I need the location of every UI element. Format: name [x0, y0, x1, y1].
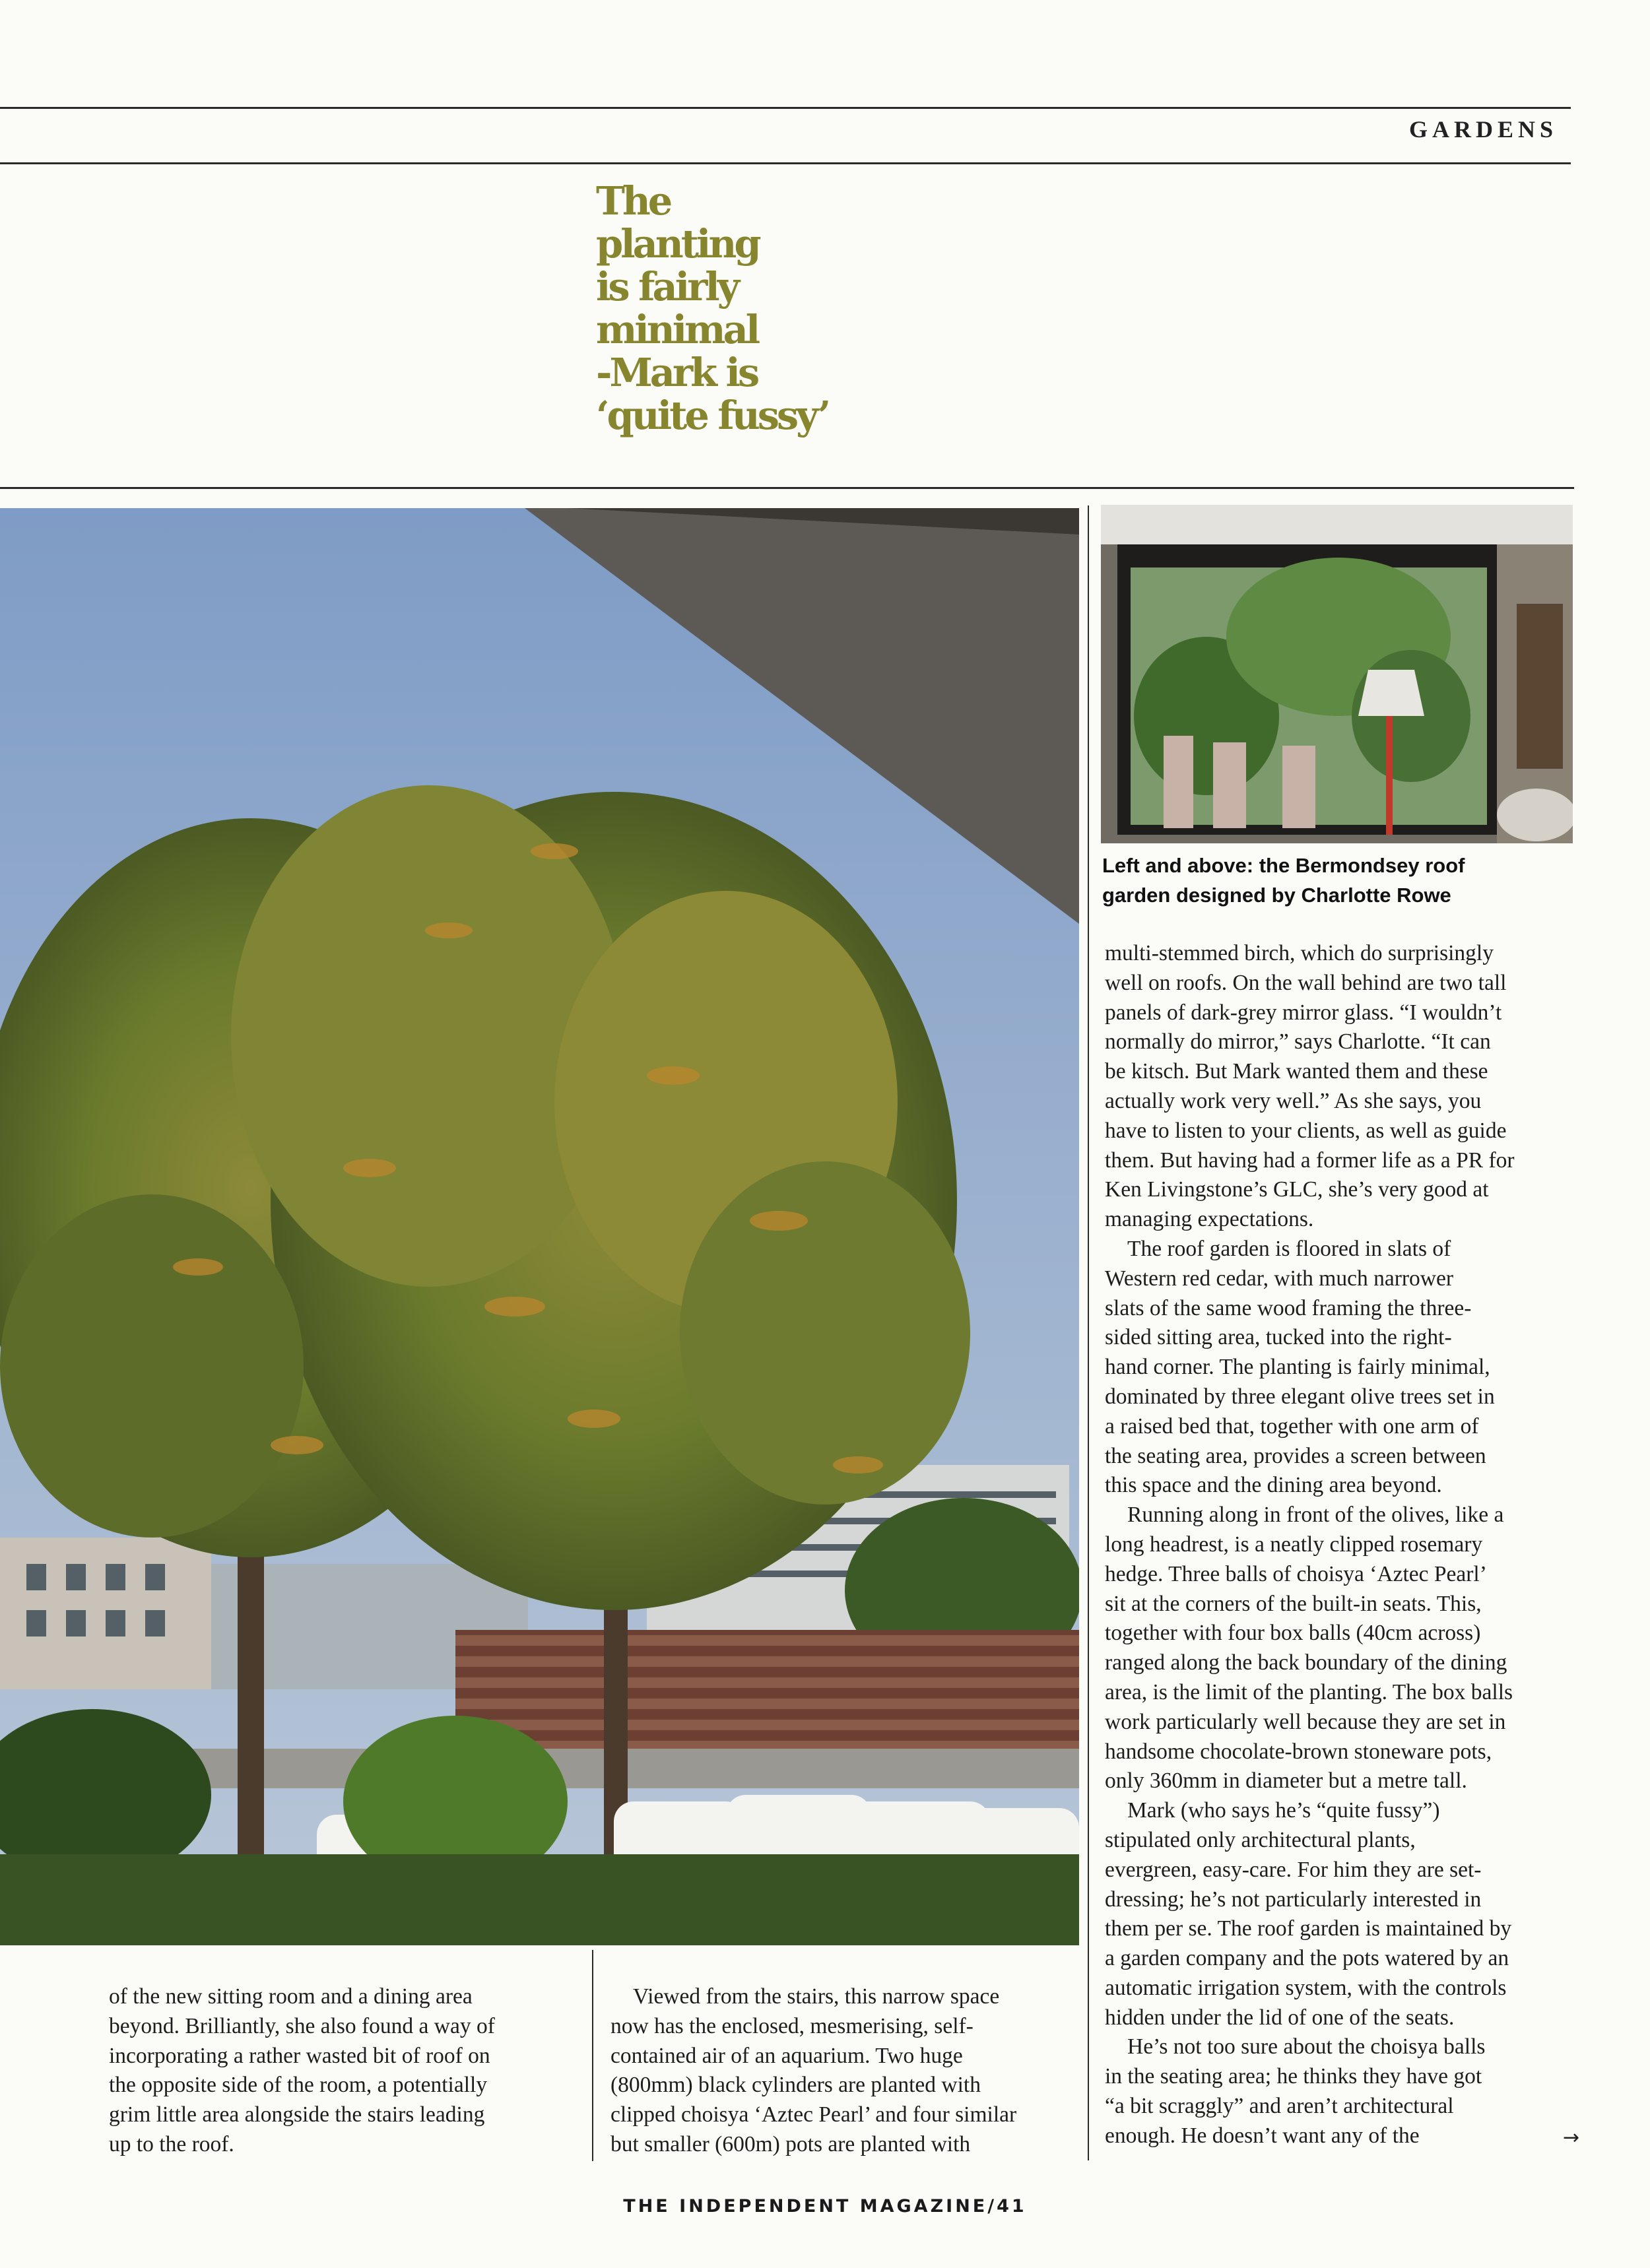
- text-line: now has the enclosed, mesmerising, self-: [610, 2013, 974, 2038]
- text-line: only 360mm in diameter but a metre tall.: [1105, 1768, 1467, 1794]
- text-line: sided sitting area, tucked into the right-: [1105, 1325, 1452, 1350]
- text-line: up to the roof.: [109, 2131, 234, 2156]
- pull-quote-line: ‘quite fussy’: [596, 393, 829, 438]
- lamp-stand: [1386, 716, 1393, 835]
- text-line: contained air of an aquarium. Two huge: [610, 2043, 963, 2068]
- inset-photo: [1101, 505, 1573, 843]
- text-line: in the seating area; he thinks they have got: [1105, 2064, 1482, 2089]
- text-line: a raised bed that, together with one arm of: [1105, 1413, 1479, 1439]
- text-line: Viewed from the stairs, this narrow space: [633, 1984, 1000, 2009]
- pull-quote-line: -Mark is: [596, 350, 758, 395]
- ceiling: [1101, 505, 1573, 544]
- text-line: Mark (who says he’s “quite fussy”): [1127, 1798, 1440, 1823]
- text-line: actually work very well.” As she says, you: [1105, 1088, 1482, 1113]
- text-line: normally do mirror,” says Charlotte. “It can: [1105, 1029, 1491, 1054]
- text-line: this space and the dining area beyond.: [1105, 1473, 1442, 1498]
- olive-trees-photo: [0, 508, 1079, 1945]
- column-divider-right: [1088, 505, 1089, 2160]
- pull-quote-line: is fairly: [596, 264, 737, 309]
- right-column-text: [1105, 939, 1587, 2151]
- text-line: slats of the same wood framing the three-: [1105, 1295, 1472, 1320]
- door: [1517, 604, 1563, 769]
- text-line: them per se. The roof garden is maintained by: [1105, 1916, 1512, 1941]
- pull-quote-line: The: [596, 178, 671, 224]
- main-photo: [0, 508, 1079, 1945]
- text-line: stipulated only architectural plants,: [1105, 1827, 1416, 1852]
- text-line: them. But having had a former life as a PR for: [1105, 1148, 1515, 1173]
- text-line: evergreen, easy-care. For him they are set-: [1105, 1857, 1482, 1882]
- caption-line: garden designed by Charlotte Rowe: [1102, 884, 1451, 907]
- column-divider-bottom: [592, 1950, 593, 2161]
- section-label: GARDENS: [1408, 116, 1558, 143]
- text-line: clipped choisya ‘Aztec Pearl’ and four similar: [610, 2102, 1017, 2127]
- text-line: enough. He doesn’t want any of the: [1105, 2123, 1420, 2148]
- bottom-middle-column-text: [610, 1982, 1086, 2160]
- text-line: a garden company and the pots watered by an: [1105, 1946, 1509, 1971]
- text-line: but smaller (600m) pots are planted with: [610, 2131, 971, 2156]
- text-line: grim little area alongside the stairs leading: [109, 2102, 485, 2127]
- text-line: The roof garden is floored in slats of: [1127, 1236, 1451, 1261]
- text-line: (800mm) black cylinders are planted with: [610, 2073, 981, 2098]
- pullquote-rule: [0, 487, 1574, 489]
- photo-caption: [1102, 851, 1574, 910]
- text-line: “a bit scraggly” and aren’t architectural: [1105, 2094, 1454, 2119]
- text-line: work particularly well because they are set in: [1105, 1709, 1506, 1734]
- text-line: hidden under the lid of one of the seats.: [1105, 2005, 1455, 2030]
- continue-arrow: →: [1563, 2126, 1580, 2149]
- text-line: He’s not too sure about the choisya balls: [1127, 2034, 1486, 2059]
- lamp-shade: [1358, 670, 1424, 716]
- text-line: Running along in front of the olives, like a: [1127, 1503, 1504, 1528]
- text-line: dominated by three elegant olive trees set in: [1105, 1384, 1495, 1409]
- cedar-fence: [455, 1630, 1079, 1768]
- pull-quote-line: planting: [596, 221, 759, 267]
- text-line: panels of dark-grey mirror glass. “I wouldn’t: [1105, 1000, 1502, 1025]
- text-line: the seating area, provides a screen between: [1105, 1443, 1486, 1468]
- text-line: have to listen to your clients, as well as guide: [1105, 1118, 1507, 1143]
- pull-quote-line: minimal: [596, 307, 758, 352]
- sitting-room-photo: [1101, 505, 1573, 843]
- text-line: automatic irrigation system, with the controls: [1105, 1975, 1507, 2000]
- text-line: beyond. Brilliantly, she also found a way of: [109, 2013, 495, 2038]
- olive-canopy: [0, 785, 970, 1610]
- rosemary-hedge: [0, 1854, 1079, 1945]
- header-rule-top: [0, 107, 1571, 109]
- text-line: sit at the corners of the built-in seats. This,: [1105, 1591, 1482, 1616]
- text-line: handsome chocolate-brown stoneware pots,: [1105, 1739, 1492, 1764]
- text-line: incorporating a rather wasted bit of roof on: [109, 2043, 490, 2068]
- text-line: well on roofs. On the wall behind are two tall: [1105, 970, 1507, 995]
- caption-line: Left and above: the Bermondsey roof: [1102, 854, 1465, 877]
- sofa: [1497, 789, 1573, 841]
- text-line: multi-stemmed birch, which do surprisingly: [1105, 941, 1494, 965]
- pull-quote: [596, 179, 873, 437]
- page-folio: THE INDEPENDENT MAGAZINE/41: [623, 2196, 1027, 2217]
- header-rule-bottom: [0, 162, 1571, 164]
- bottom-left-column-text: [109, 1982, 578, 2160]
- text-line: Western red cedar, with much narrower: [1105, 1266, 1454, 1291]
- text-line: dressing; he’s not particularly interested in: [1105, 1887, 1482, 1912]
- text-line: area, is the limit of the planting. The box balls: [1105, 1679, 1513, 1704]
- glass-vases: [1164, 736, 1315, 828]
- text-line: of the new sitting room and a dining area: [109, 1984, 473, 2009]
- text-line: hedge. Three balls of choisya ‘Aztec Pearl’: [1105, 1561, 1487, 1586]
- text-line: be kitsch. But Mark wanted them and these: [1105, 1059, 1488, 1084]
- text-line: the opposite side of the room, a potentially: [109, 2073, 488, 2098]
- text-line: Ken Livingstone’s GLC, she’s very good at: [1105, 1177, 1489, 1202]
- text-line: together with four box balls (40cm across): [1105, 1621, 1481, 1646]
- text-line: long headrest, is a neatly clipped rosemary: [1105, 1532, 1483, 1557]
- text-line: ranged along the back boundary of the dining: [1105, 1650, 1507, 1675]
- text-line: managing expectations.: [1105, 1207, 1314, 1232]
- text-line: hand corner. The planting is fairly minimal,: [1105, 1355, 1490, 1380]
